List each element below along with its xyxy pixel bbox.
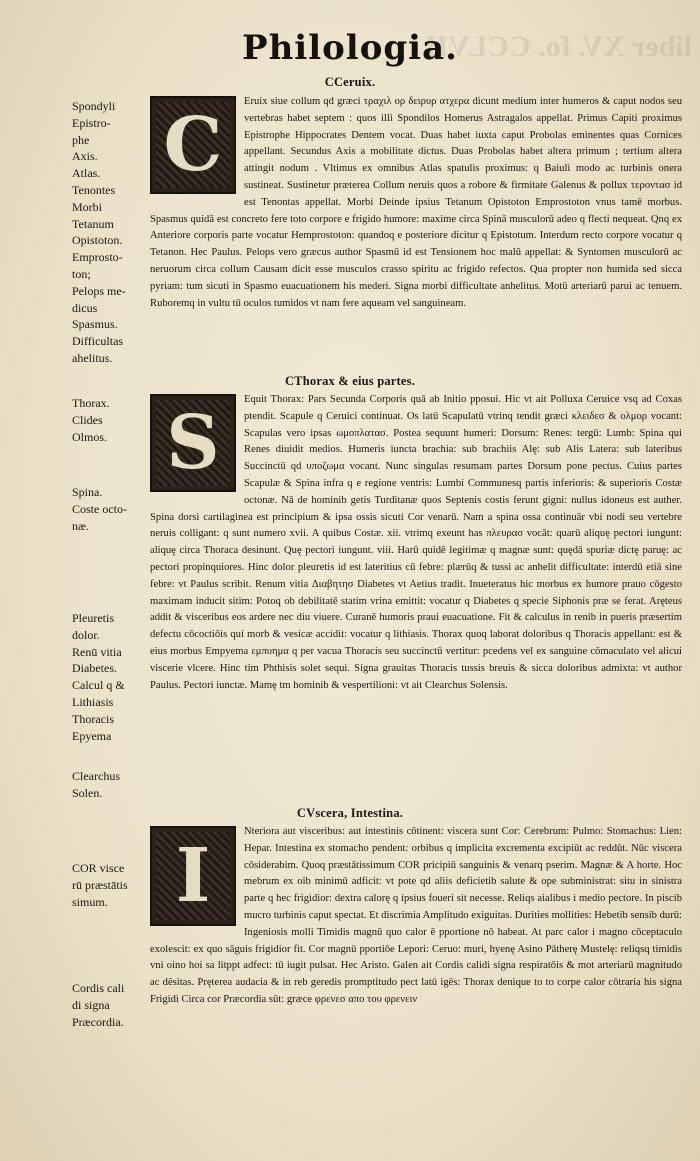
margin-note: næ. — [72, 518, 90, 533]
margin-note: Spasmus. — [72, 317, 118, 332]
margin-note: phe — [72, 132, 90, 147]
margin-note: Thorax. — [72, 396, 110, 410]
section-heading-thorax: CThorax & eius partes. — [284, 374, 416, 388]
margin-note: Tenontes — [72, 182, 116, 197]
margin-note: Olmos. — [72, 429, 108, 444]
section-body-viscera — [150, 824, 682, 1009]
bleed-through-text: liber XV. fo. CCLVII — [425, 30, 692, 63]
margin-notes-clearchus — [72, 768, 152, 802]
margin-note: Clearchus — [72, 769, 120, 783]
margin-notes-spina — [72, 484, 152, 534]
decorated-initial-i — [150, 826, 236, 926]
section-heading-viscera: CVscera, Intestina. — [296, 806, 404, 820]
section-text: Equit Thorax: Pars Secunda Corporis quā ab Initio pposui. Hic vt ait Polluxa Ceruice vsq ad Coxas ptendit. Scapule q Ceruici continuat. Os latū Scapulatū vtrinq tendit græci κλειδεσ & ολμορ vocant: Scapulas vero ipsas ωμοπλατασ. Postea sequunt humeri: Dorsum: Renes: tergū: Lumb: Spina qui Renes diuidit medios. Humeris iuncta brachia: sub brachiis Alę: sub Alis Latera: sub lateribus Succinctū qd υποζωμα vocant. Nunc singulas resumam partes Dorsum pone pectus. Cuius partes Scapulæ & Spina infra q e regione ventris: Lumbi Communesq partis inferioris: & superioris Costæ octonæ. Nā de hominib getis Turditanæ quos Septenis costis ferunt gigni: nullus idoneus est auther. Spina dorsi cartilaginea est principium & ipsa ossis sicuti Cor venarū. Nam a spina ossa continuār vbi nodi seu vertebre neruis colligant: q sunt numero xvii. A quibus Costæ. xii. vtrimq exeunt has πλευρασ vocāt: quarū aliquę pectori iungunt: aliquę circa Thoraca desinunt. Quę pectori iungunt. viii. Harū quidē legitimæ q magnæ sunt: quędā spuriæ dictę paruę: ac pectori propinquiores. Hinc dolor pleuretis id est lateritius cū febre: plærūq & tussi ac anhelit difficultate: interdū etiā sine febre: vt Paulus scribit. Renum vitia Διαβητησ Diabetes vt Aetius tradit. Inueteratus hic morbus ex humore prauo cōgesto maximam inducit sitim: Potoq ob debilitatē statim vrina emittit: vocatur q Diabetes q specie Siphonis præ se ferat. Aręteus addit & visceribus eos ardere nec diu viuere. Curanē humoris praui euacuatione. Fit & calculus in renib in pueris præsertim defectu cōcoctiōis qui morb & vesicæ accidit: vocatur q lithiasis. Thorax quoq laborat doloribus q Thoracis appellant: est & eius morbus Empyema εμπυημα q per vacua Thoracis seu succinctū vertitur: pcedens vel ex sanguine cōmaculato vel alicui viscerie vlcere. Hinc tim Phthisis solet sequi. Signa grauitas Thoracis tussis breuis & sicca doloribus admixta: vt author Paulus. Pectori iunctæ. Mamę tm hominib & vespertilioni: vt ait Clearchus Solensis. — [150, 394, 682, 691]
margin-note: Atlas. — [72, 166, 101, 181]
margin-notes-thorax — [72, 395, 152, 445]
margin-note: Solen. — [72, 785, 103, 800]
initial-letter: S — [166, 399, 220, 486]
margin-note: Lithiasis — [72, 694, 114, 709]
margin-note: simum. — [72, 894, 108, 909]
section-body-thorax — [150, 392, 682, 694]
margin-note: Pleuretis — [72, 611, 114, 625]
margin-note: COR visce — [72, 861, 125, 875]
margin-note: Calcul q & — [72, 678, 125, 693]
margin-note: dicus — [72, 300, 98, 315]
margin-note: Tetanum — [72, 216, 114, 231]
margin-notes-cordis — [72, 980, 152, 1030]
margin-note: Morbi — [72, 199, 102, 214]
section-heading-ceruix: CCeruix. — [324, 75, 376, 89]
margin-notes-ceruix — [72, 98, 152, 367]
running-header: Philologia. — [242, 28, 458, 68]
margin-note: Emprosto- — [72, 250, 123, 265]
margin-note: Cordis cali — [72, 981, 125, 995]
margin-note: Coste octo- — [72, 501, 127, 516]
initial-letter: I — [175, 832, 211, 919]
margin-note: ton; — [72, 266, 91, 281]
margin-note: Clides — [72, 412, 103, 427]
initial-letter: C — [163, 101, 223, 188]
margin-note: dolor. — [72, 627, 100, 642]
decorated-initial-s — [150, 394, 236, 492]
margin-note: Renū vitia — [72, 644, 122, 659]
margin-note: Pelops me- — [72, 283, 126, 298]
margin-note: Spondyli — [72, 99, 116, 113]
margin-note: Diabetes. — [72, 661, 117, 676]
section-body-ceruix — [150, 94, 682, 312]
section-text: Nteriora aut visceribus: aut intestinis cōtinent: viscera sunt Cor: Cerebrum: Pulmo: Stomachus: Lien: Hepar. Intestina ex stomacho pendent: orbibus q implicita excrementa excipiūt ac reddūt. Nūc viscera cōsiderabim. Quoq præstātissimum COR pricipiū sanguinis & venarq pserim. Magnæ & A horte. Hoc mebrum ex oib minimū adficit: vt pote qd aliis deficietib salute & ope subministrat: situ in sinistra parte q hec frigidior: dextra calorę q ipsius foueri sit necesse. Reliqs aialibus i medio pectore. In piscib mucro turbinis caput spectat. Et discrimia Amplitudo exiguitas. Durities mollities: Hebetib sensib durū: Ingeniosis molli Timidis magnū quo calor ē pportione nō habeat. At parc calor i magno cōceptaculo exolescit: ex quo sāguis frigidior fit. Cor magnū pportiōe Lepori: Ceruo: muri, hyenę Asino Pātherę Mustelę: reliqsq timidis vni oino hoi sa litppt adfect: tū iugit pulsat. Hec Aristo. Galen ait Cordis calidi signa respiratōis & mot arteriarū magnitudo ac dēsitas. Pręterea audacia & in reb geredis promptitudo pect latū igēs: Thorax denique to to corpe calor cōtraria his signa Frigidi Circa cor Præcordia sūt: græce φρενεσ απο του φρενειν — [150, 826, 682, 1005]
margin-note: di signa — [72, 997, 110, 1012]
margin-notes-cor — [72, 860, 152, 910]
margin-note: Opistoton. — [72, 233, 123, 248]
margin-note: rū præstātis — [72, 877, 128, 892]
margin-note: Spina. — [72, 485, 103, 499]
margin-note: Epistro- — [72, 115, 111, 130]
margin-note: ahelitus. — [72, 350, 113, 365]
margin-note: Præcordia. — [72, 1014, 124, 1029]
margin-note: Difficultas — [72, 334, 124, 349]
section-text: Eruix siue collum qd græci τραχιλ ορ δειρυρ ατχερα dicunt medium inter humeros & caput nodos seu vertebras habet septem : quos illi Spondilos Homerus Astragalos appellat. Primus Capiti proximus Epistrophe Hippocrates Dentem vocat. Duas habet iuxta caput Probolas eminentes quas Cornices appellant. Secundus Axis a mobilitate dictus. Duas Probolas habet altera primum ; tertium altera attingit nodum . Vltimus ex omnibus Atlas spatulis proximus: q Baiuli modo ac turbinis onera sustineat. Sustinetur præterea Collum neruis quos a robore & firmitate Galenus & pollux τεροντασ id est Tenontas appellat. Morbi Deinde ipsius Tetanum Opistoton Emprostoton vnus tamē morbus. Spasmus quidā est concreto fere toto corpore e frigido humore: maxime circa Spinā musculorū adeo q flecti nequeat. Qnq ex Anteriore corporis parte vocatur Hemprostoton: quandoq e posteriore dicitur q Epistotum. Interdum recto corpore vocatur q Tetanon. Hec Paulus. Pelops vero græcus author Spasmū id est Tensionem hoc malū appellat: & Syntomen musculorū ac neruorum circa collum Causam dicit esse musculos crasso spiritu ac frigido refectos. Qua propter non humida sed sicca pyriam: tum sicuti in Spasmo euacuationem his mederi. Signa morbi difficultate anhelitus. Motū arteriarū parui ac tenuem. Ruboremq in vultu tū oculos tumidos vt nam fere aqueam vel sanguineam. — [150, 96, 682, 309]
margin-note: Axis. — [72, 149, 98, 164]
decorated-initial-c — [150, 96, 236, 194]
margin-notes-pleuretis — [72, 610, 152, 744]
margin-note: Epyema — [72, 728, 112, 743]
margin-note: Thoracis — [72, 711, 114, 726]
